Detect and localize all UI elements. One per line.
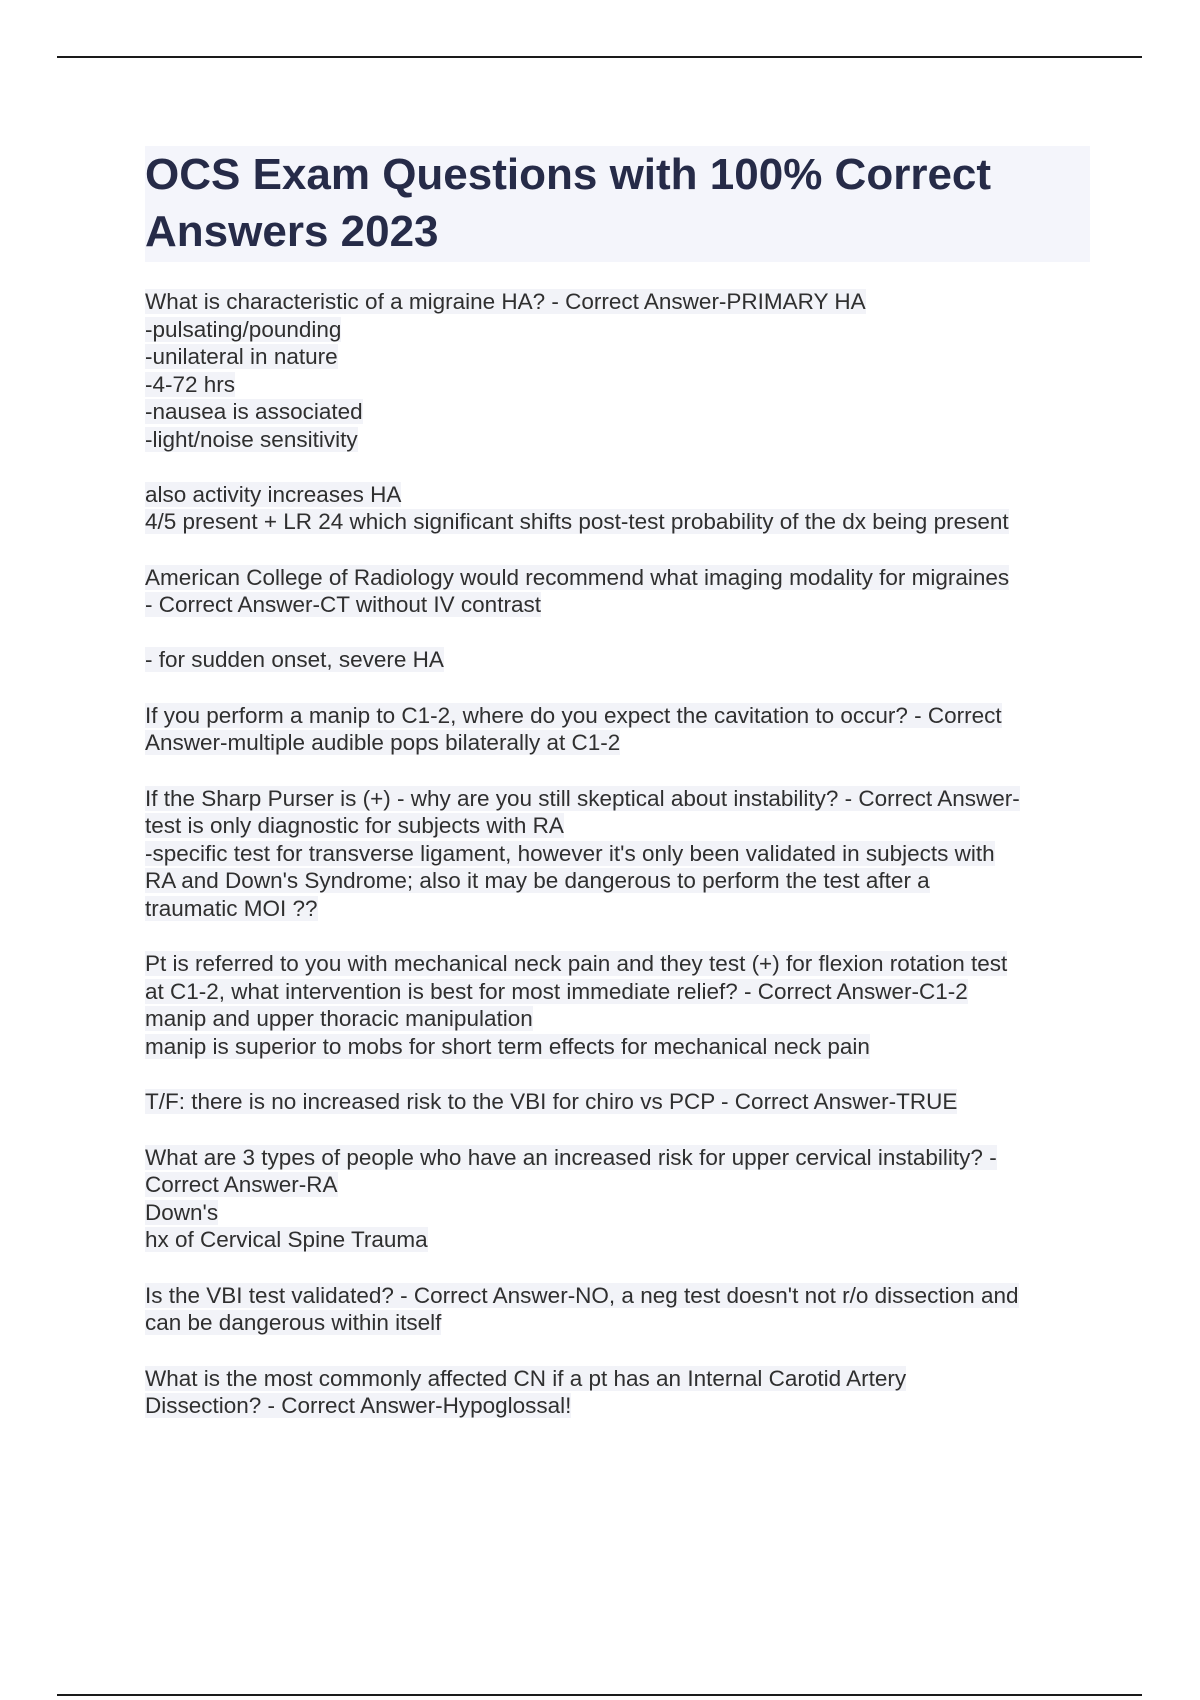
qa-block bbox=[145, 564, 1090, 674]
qa-line bbox=[145, 785, 1090, 813]
qa-line bbox=[145, 729, 1090, 757]
qa-line bbox=[145, 1144, 1090, 1172]
qa-line bbox=[145, 1309, 1090, 1337]
document-title bbox=[145, 146, 1090, 262]
qa-line-text: What are 3 types of people who have an increased risk for upper cervical instability? - bbox=[145, 1144, 997, 1170]
qa-line-text: -pulsating/pounding bbox=[145, 316, 342, 342]
qa-line bbox=[145, 978, 1090, 1006]
bottom-rule bbox=[57, 1694, 1142, 1696]
qa-line-text: manip and upper thoracic manipulation bbox=[145, 1006, 533, 1031]
top-rule bbox=[57, 56, 1142, 58]
qa-line-text: Dissection? - Correct Answer-Hypoglossal! bbox=[145, 1393, 572, 1418]
qa-line bbox=[145, 867, 1090, 895]
document-body bbox=[145, 146, 1090, 1448]
qa-line-text: also activity increases HA bbox=[145, 481, 402, 507]
qa-line-text: Correct Answer-RA bbox=[145, 1172, 338, 1197]
qa-line bbox=[145, 1365, 1090, 1393]
qa-block bbox=[145, 950, 1090, 1060]
qa-line-text: traumatic MOI ?? bbox=[145, 895, 318, 921]
qa-line-text: Pt is referred to you with mechanical neck pain and they test (+) for flexion rotation test bbox=[145, 951, 1008, 976]
qa-line bbox=[145, 481, 1090, 509]
qa-line-text: What is the most commonly affected CN if a pt has an Internal Carotid Artery bbox=[145, 1365, 907, 1391]
qa-line-text: hx of Cervical Spine Trauma bbox=[145, 1227, 428, 1252]
qa-line bbox=[145, 1226, 1090, 1254]
qa-line bbox=[145, 646, 1090, 674]
qa-line-text: manip is superior to mobs for short term effects for mechanical neck pain bbox=[145, 1033, 870, 1059]
qa-block bbox=[145, 288, 1090, 536]
qa-line-text: If you perform a manip to C1-2, where do you expect the cavitation to occur? - Correct bbox=[145, 702, 1002, 728]
qa-line bbox=[145, 288, 1090, 316]
qa-block bbox=[145, 1088, 1090, 1116]
title-line: Answers 2023 bbox=[145, 207, 439, 256]
qa-line-text: can be dangerous within itself bbox=[145, 1310, 442, 1335]
qa-line bbox=[145, 1392, 1090, 1420]
qa-line-text: - for sudden onset, severe HA bbox=[145, 647, 444, 672]
qa-line-text: Is the VBI test validated? - Correct Answer-NO, a neg test doesn't not r/o dissection and bbox=[145, 1282, 1019, 1308]
qa-line bbox=[145, 371, 1090, 399]
qa-line-text: RA and Down's Syndrome; also it may be dangerous to perform the test after a bbox=[145, 868, 930, 893]
qa-line bbox=[145, 398, 1090, 426]
qa-line bbox=[145, 426, 1090, 454]
qa-line bbox=[145, 812, 1090, 840]
qa-line bbox=[145, 564, 1090, 592]
qa-line bbox=[145, 702, 1090, 730]
qa-line bbox=[145, 1282, 1090, 1310]
qa-line-text: - Correct Answer-CT without IV contrast bbox=[145, 592, 541, 617]
qa-line bbox=[145, 1171, 1090, 1199]
qa-block bbox=[145, 1365, 1090, 1420]
qa-line-text: If the Sharp Purser is (+) - why are you still skeptical about instability? - Correct Answer- bbox=[145, 785, 1020, 811]
qa-list bbox=[145, 288, 1090, 1420]
qa-line bbox=[145, 591, 1090, 619]
qa-block bbox=[145, 785, 1090, 923]
qa-line-text: -nausea is associated bbox=[145, 399, 363, 424]
qa-line-text: at C1-2, what intervention is best for most immediate relief? - Correct Answer-C1-2 bbox=[145, 978, 968, 1004]
qa-line bbox=[145, 1199, 1090, 1227]
qa-line bbox=[145, 1088, 1090, 1116]
qa-line-text: -specific test for transverse ligament, however it's only been validated in subjects with bbox=[145, 840, 995, 866]
qa-line-text: What is characteristic of a migraine HA? - Correct Answer-PRIMARY HA bbox=[145, 289, 866, 314]
qa-line bbox=[145, 1005, 1090, 1033]
qa-line bbox=[145, 343, 1090, 371]
qa-line-text: test is only diagnostic for subjects with RA bbox=[145, 813, 564, 838]
qa-line bbox=[145, 895, 1090, 923]
paragraph-gap bbox=[145, 619, 1090, 647]
qa-line-text: -4-72 hrs bbox=[145, 371, 236, 397]
qa-line bbox=[145, 1033, 1090, 1061]
qa-block bbox=[145, 1144, 1090, 1254]
qa-line bbox=[145, 508, 1090, 536]
qa-block bbox=[145, 702, 1090, 757]
qa-line-text: 4/5 present + LR 24 which significant shifts post-test probability of the dx being present bbox=[145, 509, 1009, 534]
qa-block bbox=[145, 1282, 1090, 1337]
qa-line-text: -light/noise sensitivity bbox=[145, 426, 358, 452]
qa-line bbox=[145, 840, 1090, 868]
title-line: OCS Exam Questions with 100% Correct bbox=[145, 150, 992, 199]
qa-line-text: -unilateral in nature bbox=[145, 344, 338, 369]
paragraph-gap bbox=[145, 453, 1090, 481]
qa-line-text: American College of Radiology would recommend what imaging modality for migraines bbox=[145, 564, 1010, 590]
qa-line bbox=[145, 316, 1090, 344]
qa-line-text: Answer-multiple audible pops bilaterally at C1-2 bbox=[145, 730, 621, 755]
qa-line bbox=[145, 950, 1090, 978]
qa-line-text: Down's bbox=[145, 1199, 219, 1225]
qa-line-text: T/F: there is no increased risk to the VBI for chiro vs PCP - Correct Answer-TRUE bbox=[145, 1089, 958, 1114]
